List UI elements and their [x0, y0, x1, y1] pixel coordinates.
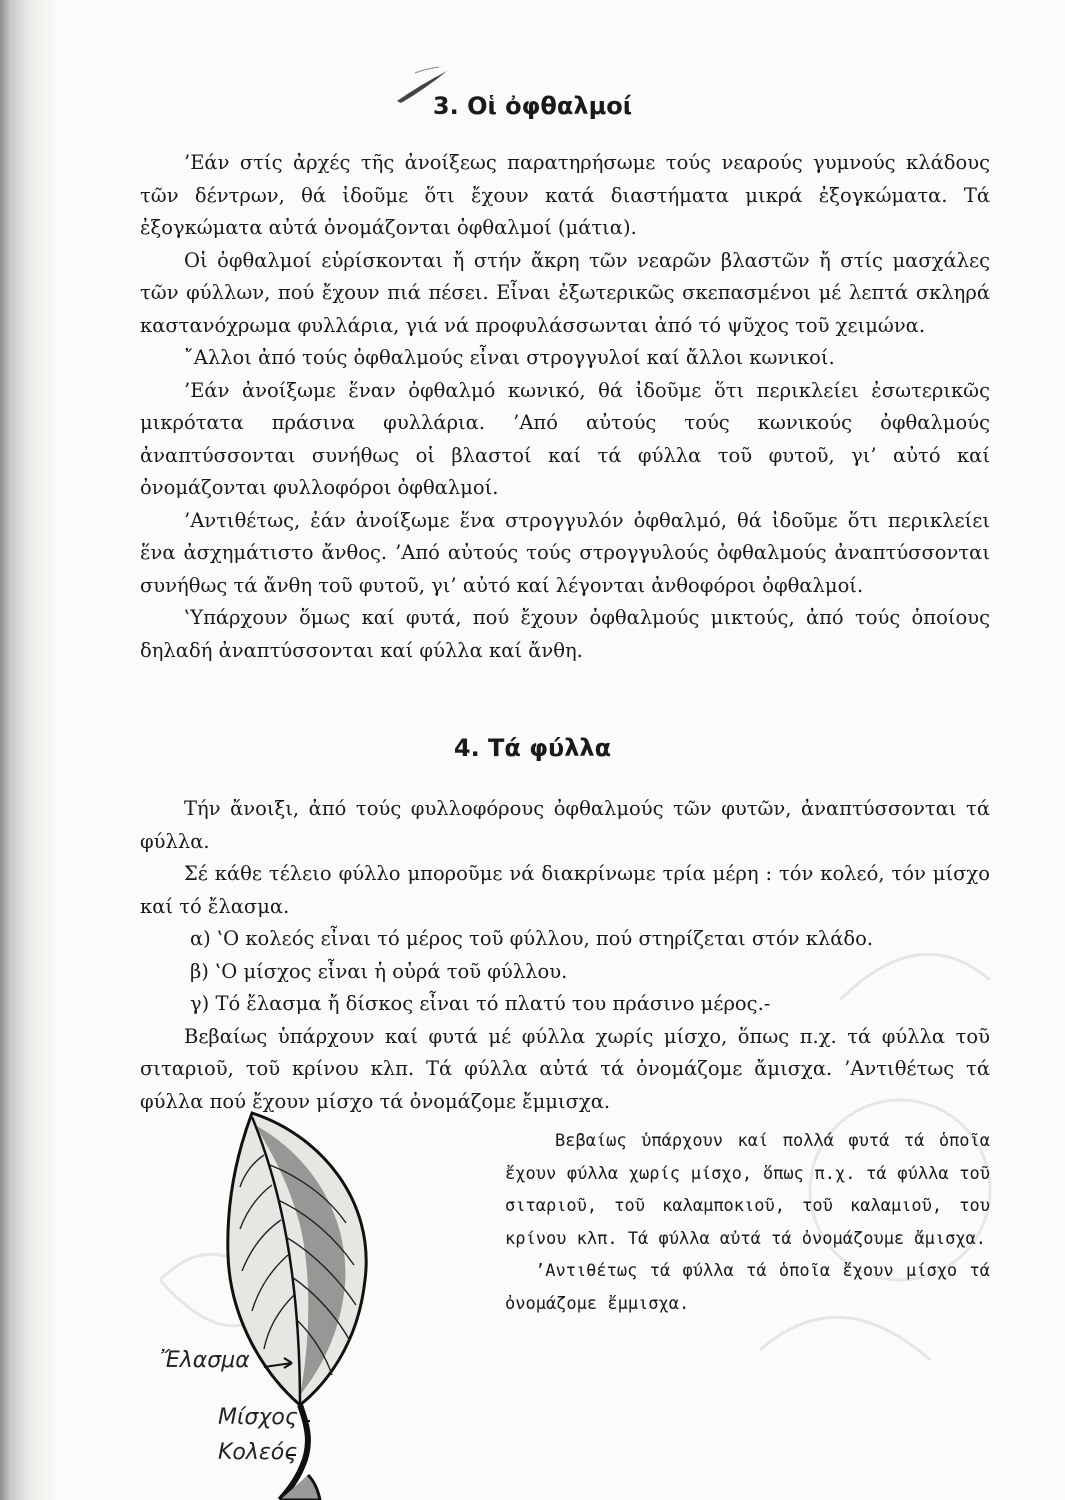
typed-note-paragraph: ’Αντιθέτως τά φύλλα τά ὁποῖα ἔχουν μίσχο τά ὀνομάζομε ἔμμισχα.	[505, 1261, 990, 1314]
section-4-body	[140, 793, 990, 1118]
list-item: α) ‛Ο κολεός εἶναι τό μέρος τοῦ φύλλου, πού στηρίζεται στόν κλάδο.	[190, 927, 874, 950]
leaf-illustration	[160, 1105, 500, 1500]
section-3-heading: 3. Οἱ ὀφθαλμοί	[432, 92, 633, 120]
paragraph: Σέ κάθε τέλειο φύλλο μποροῦμε νά διακρίνωμε τρία μέρη : τόν κολεό, τόν μίσχο καί τό ἔλασμα.	[140, 862, 990, 918]
paragraph: ’Εάν ἀνοίξωμε ἕναν ὀφθαλμό κωνικό, θά ἰδοῦμε ὅτι περικλείει ἐσωτερικῶς μικρότατα πράσινα φυλλάρια. ’Από αὐτούς τούς κωνικούς ὀφθαλμούς ἀναπτύσσονται συνήθως οἱ βλαστοί καί τά φύλλα τοῦ φυτοῦ, γι’ αὐτό καί ὀνομάζονται φυλλοφόροι ὀφθαλμοί.	[140, 378, 990, 499]
section-3-body	[140, 147, 990, 667]
paragraph: ’Αντιθέτως, ἐάν ἀνοίξωμε ἕνα στρογγυλόν ὀφθαλμό, θά ἰδοῦμε ὅτι περικλείει ἕνα ἀσχημάτιστο ἄνθος. ’Από αὐτούς τούς στρογγυλούς ὀφθαλμούς ἀναπτύσσονται συνήθως τά ἄνθη τοῦ φυτοῦ, γι’ αὐτό καί λέγονται ἀνθοφόροι ὀφθαλμοί.	[140, 508, 990, 597]
typed-note-paragraph: Βεβαίως ὑπάρχουν καί πολλά φυτά τά ὁποῖα ἔχουν φύλλα χωρίς μίσχο, ὅπως π.χ. τά φύλλα τοῦ σιταριοῦ, τοῦ καλαμποκιοῦ, τοῦ καλαμιοῦ, του κρίνου κλπ. Τά φύλλα αὐτά τά ὀνομάζουμε ἄμισχα.	[505, 1131, 990, 1249]
paragraph: Οἱ ὀφθαλμοί εὑρίσκονται ἤ στήν ἄκρη τῶν νεαρῶν βλαστῶν ἤ στίς μασχάλες τῶν φύλλων, πού ἔχουν πιά πέσει. Εἶναι ἐξωτερικῶς σκεπασμένοι μέ λεπτά σκληρά καστανόχρωμα φυλλάρια, γιά νά προφυλάσσωνται ἀπό τό ψῦχος τοῦ χειμώνα.	[140, 248, 990, 337]
label-petiole: Μίσχος	[218, 1405, 298, 1430]
typed-note	[505, 1125, 990, 1320]
label-blade: Ἔλασμα	[160, 1348, 250, 1373]
paragraph: ‛Υπάρχουν ὅμως καί φυτά, πού ἔχουν ὀφθαλμούς μικτούς, ἀπό τούς ὁποίους δηλαδή ἀναπτύσσονται καί φύλλα καί ἄνθη.	[140, 606, 990, 662]
list-item: β) ‛Ο μίσχος εἶναι ἡ οὐρά τοῦ φύλλου.	[190, 959, 568, 983]
paragraph: Τήν ἄνοιξι, ἀπό τούς φυλλοφόρους ὀφθαλμούς τῶν φυτῶν, ἀναπτύσσονται τά φύλλα.	[140, 797, 990, 853]
paragraph: ’Εάν στίς ἀρχές τῆς ἀνοίξεως παρατηρήσωμε τούς νεαρούς γυμνούς κλάδους τῶν δέντρων, θά ἰδοῦμε ὅτι ἔχουν κατά διαστήματα μικρά ἐξογκώματα. Τά ἐξογκώματα αὐτά ὀνομάζονται ὀφθαλμοί (μάτια).	[140, 151, 990, 239]
section-4-heading: 4. Τά φύλλα	[453, 734, 612, 762]
paragraph: Βεβαίως ὑπάρχουν καί φυτά μέ φύλλα χωρίς μίσχο, ὅπως π.χ. τά φύλλα τοῦ σιταριοῦ, τοῦ κρίνου κλπ. Τά φύλλα αὐτά τά ὀνομάζομε ἄμισχα. ’Αντιθέτως τά φύλλα πού ἔχουν μίσχο τά ὀνομάζομε ἔμμισχα.	[140, 1024, 990, 1113]
paragraph: ῎Αλλοι ἀπό τούς ὀφθαλμούς εἶναι στρογγυλοί καί ἄλλοι κωνικοί.	[184, 346, 835, 369]
label-sheath: Κολεός	[218, 1440, 298, 1465]
list-item: γ) Τό ἔλασμα ἤ δίσκος εἶναι τό πλατύ του πράσινο μέρος.-	[190, 992, 771, 1015]
